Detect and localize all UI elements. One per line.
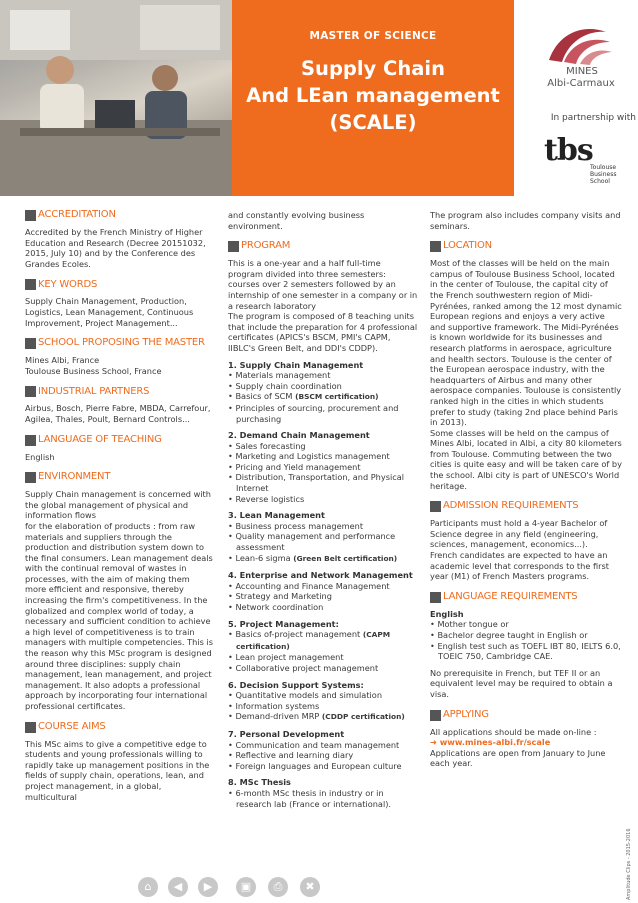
section-heading — [430, 592, 622, 603]
paragraph: and constantly evolving business environment. — [228, 210, 365, 231]
list-item-text: Pricing and Yield management — [235, 461, 361, 472]
paragraph: The program is composed of 8 teaching units that include the preparation for 4 professional certificates (APICS's BSCM, PMI's CAPM, IIBLC's Green Belt, and DDI's CDDP). — [228, 311, 418, 353]
square-bullet-icon — [228, 241, 239, 252]
section-intro — [228, 210, 418, 231]
list-item — [228, 711, 418, 723]
list-item: • Bachelor degree taught in English or — [430, 630, 622, 641]
list-item — [228, 701, 418, 712]
list-item-text: Quantitative models and simulation — [235, 690, 383, 701]
list-item: • English test such as TOEFL IBT 80, IELTS 6.0, TOEIC 750, Cambridge CAE. — [430, 641, 622, 662]
section-language — [25, 435, 213, 463]
list-item-text: Materials management — [235, 370, 331, 381]
paragraph: Toulouse Business School, France — [25, 365, 162, 376]
paragraph: Some classes will be held on the campus of Mines Albi, located in Albi, a city 80 kilometers from Toulouse. Commuting between the two cities is quite easy and will be taken care of by the school. Albi city is part of UNESCO's World heritage. — [430, 427, 622, 491]
unit-title: 1. Supply Chain Management — [228, 359, 364, 370]
list-item-text: Lean project management — [235, 652, 344, 663]
tbs-logo: tbs — [544, 133, 593, 168]
heading-text: PROGRAM — [241, 240, 291, 252]
heading-text: APPLYING — [443, 708, 489, 720]
list-item-text: Network coordination — [235, 602, 324, 612]
list-item — [228, 740, 418, 751]
square-bullet-icon — [25, 722, 36, 733]
list-item-text: Basics of-project management — [235, 629, 363, 640]
heading-text: COURSE AIMS — [38, 720, 106, 732]
certification-label: (Green Belt certification) — [293, 553, 398, 563]
list-item-text: Demand-driven MRP — [235, 711, 322, 722]
unit-title: 7. Personal Development — [228, 728, 345, 739]
square-bullet-icon — [430, 241, 441, 252]
list-item — [228, 553, 418, 565]
paragraph: Participants must hold a 4-year Bachelor of Science degree in any field (engineering, sciences, management, economics...). — [430, 518, 608, 550]
header — [0, 0, 638, 196]
list-item-text: Collaborative project management — [235, 662, 379, 673]
heading-text: SCHOOL PROPOSING THE MASTER — [38, 337, 205, 349]
list-item — [228, 663, 418, 674]
mines-logo-name: MINES — [566, 66, 598, 77]
title-banner — [232, 0, 514, 196]
list-item-text: Business process management — [235, 520, 364, 531]
square-bullet-icon — [25, 338, 36, 349]
certification-label: (CDDP certification) — [321, 712, 405, 722]
tbs-sub-line1: Toulouse — [590, 164, 617, 171]
list-item — [228, 472, 418, 493]
paragraph: English — [25, 451, 55, 462]
side-credit: Amplitude Clips - 2015-2016 — [626, 828, 632, 900]
list-item-text: Quality management and performance assessment — [235, 531, 396, 553]
section-language-requirements — [430, 592, 622, 700]
list-item — [228, 602, 418, 613]
teaching-units — [228, 360, 418, 810]
logos-panel — [514, 0, 638, 196]
square-bullet-icon — [430, 592, 441, 603]
square-bullet-icon — [25, 472, 36, 483]
program-title-line2: And LEan management — [246, 84, 500, 107]
heading-text: KEY WORDS — [38, 278, 98, 290]
heading-text: ADMISSION REQUIREMENTS — [443, 500, 579, 512]
list-item — [228, 391, 418, 403]
header-photo — [0, 0, 232, 196]
square-bullet-icon — [25, 279, 36, 290]
section-heading — [430, 501, 622, 512]
partnership-label: In partnership with — [550, 113, 636, 123]
list-item — [228, 761, 418, 772]
section-location — [430, 241, 622, 491]
list-item-text: Strategy and Marketing — [235, 591, 332, 602]
list-item — [228, 531, 418, 552]
section-heading — [25, 435, 213, 446]
section-partners — [25, 386, 213, 424]
unit-title: 8. MSc Thesis — [228, 777, 291, 788]
close-icon[interactable]: ✖ — [300, 877, 320, 897]
section-intro — [430, 210, 622, 231]
list-item — [228, 581, 418, 592]
tbs-sub-line2: Business School — [590, 171, 617, 185]
section-environment — [25, 472, 213, 711]
heading-text: LANGUAGE REQUIREMENTS — [443, 591, 578, 603]
program-kicker: MASTER OF SCIENCE — [309, 30, 437, 42]
square-bullet-icon — [25, 210, 36, 221]
list-item — [228, 381, 418, 392]
heading-text: LOCATION — [443, 240, 492, 252]
section-heading — [25, 722, 213, 733]
list-item-text: Lean-6 sigma — [235, 552, 294, 563]
paragraph: All applications should be made on-line : — [430, 726, 597, 737]
list-item — [228, 451, 418, 462]
square-bullet-icon — [25, 435, 36, 446]
column-2 — [228, 210, 418, 819]
list-item-text: Reflective and learning diary — [235, 750, 354, 761]
section-applying — [430, 710, 622, 769]
paragraph: No prerequisite in French, but TEF II or an equivalent level may be required to obtain a visa. — [430, 667, 613, 699]
list-item — [228, 690, 418, 701]
home-icon[interactable]: ⌂ — [138, 877, 158, 897]
tbs-logo-sub — [590, 164, 638, 185]
list-item — [228, 462, 418, 473]
list-item-text: Principles of sourcing, procurement and purchasing — [235, 402, 399, 424]
section-heading — [25, 210, 213, 221]
section-heading — [25, 279, 213, 290]
section-keywords — [25, 279, 213, 328]
paragraph: Mines Albi, France — [25, 355, 100, 366]
list-item — [228, 750, 418, 761]
unit-title: 5. Project Management: — [228, 618, 339, 629]
list-item — [228, 494, 418, 505]
paragraph: The program also includes company visits and seminars. — [430, 210, 621, 231]
list-item-text: Information systems — [235, 700, 320, 711]
section-heading — [228, 241, 418, 252]
unit-title: 6. Decision Support Systems: — [228, 679, 364, 690]
program-title-line1: Supply Chain — [301, 57, 445, 80]
section-heading — [430, 241, 622, 252]
list-item — [228, 370, 418, 381]
list-item-text: Foreign languages and European culture — [235, 760, 402, 771]
list-item — [228, 403, 418, 424]
column-3 — [430, 210, 622, 779]
mines-albi-logo-icon — [544, 22, 614, 66]
section-accreditation — [25, 210, 213, 269]
column-1 — [25, 210, 213, 812]
application-link[interactable]: ➜ www.mines-albi.fr/scale — [430, 737, 551, 748]
square-bullet-icon — [430, 710, 441, 721]
subheading: English — [430, 608, 464, 619]
list-item-text: Basics of SCM — [235, 391, 296, 402]
previous-page-icon[interactable]: ◀ — [168, 877, 188, 897]
heading-text: ACCREDITATION — [38, 209, 116, 221]
list-item-text: Supply chain coordination — [235, 380, 342, 391]
list-item — [228, 591, 418, 602]
paragraph: Supply Chain Management, Production, Logistics, Lean Management, Continuous Improvement, Project Management... — [25, 296, 194, 328]
section-program — [228, 241, 418, 809]
square-bullet-icon — [25, 386, 36, 397]
list-item-text: Distribution, Transportation, and Physical Internet — [235, 472, 405, 494]
list-item — [228, 441, 418, 452]
paragraph: French candidates are expected to have an academic level that corresponds to the first year (M1) of French Masters programs. — [430, 550, 609, 582]
save-icon[interactable]: ▣ — [236, 877, 256, 897]
list-item-text: Communication and team management — [235, 739, 400, 750]
print-icon[interactable]: ⎙ — [268, 877, 288, 897]
classroom-photo-illustration — [0, 0, 232, 196]
square-bullet-icon — [430, 501, 441, 512]
paragraph: Accredited by the French Ministry of Higher Education and Research (Decree 20151032, 2015, July 10) and by the Conference des Grandes Ecoles. — [25, 227, 206, 269]
certification-label: (BSCM certification) — [295, 392, 379, 402]
section-heading — [25, 338, 213, 349]
list-item-text: 6-month MSc thesis in industry or in research lab (France or international). — [235, 787, 392, 809]
section-heading — [25, 386, 213, 397]
list-item — [228, 652, 418, 663]
program-title-line3: (SCALE) — [329, 111, 417, 134]
paragraph: Airbus, Bosch, Pierre Fabre, MBDA, Carrefour, Agilea, Thales, Poult, Bernard Controls... — [25, 403, 211, 424]
section-school — [25, 338, 213, 376]
paragraph: for the elaboration of products : from raw materials and suppliers through the production and distribution system down to the final consumers. Lean management deals with the continual removal of wastes in processes, with the aim of making them more efficient and responsive, thereby increasing the firm's competitiveness. In the globalized and complex world of today, a necessary and sufficient condition to achieve a high level of competitiveness is to train managers with multiple competencies. This is the reason why this MSc program is designed around three disciplines: supply chain management, lean management, and project management. It also adopts a professional approach by incorporating four international professional certificates. — [25, 520, 213, 711]
unit-title: 3. Lean Management — [228, 510, 325, 521]
next-page-icon[interactable]: ▶ — [198, 877, 218, 897]
paragraph: This is a one-year and a half full-time program divided into three semesters: courses over 2 semesters followed by an internship of one semester in a company or in a research laboratory — [228, 258, 418, 311]
paragraph: Most of the classes will be held on the main campus of Toulouse Business School, located in the center of Toulouse, the capital city of the French southwestern region of Midi-Pyrénées, ranked among the 12 most dynamic European regions and enjoys a very active and supportive framework. The Midi-Pyrénées is known worldwide for its businesses and research platforms in aerospace, agriculture and health sectors. Toulouse is the center of the European aerospace industry, with the headquarters of Airbus and many other aerospace companies. Toulouse is consistently ranked high in the cities in which students prefer to study (taking 2nd place behind Paris in 2013). — [430, 258, 622, 428]
list-item — [228, 788, 418, 809]
paragraph: This MSc aims to give a competitive edge to students and young professionals willing to rapidly take up management positions in the fields of supply chain, operations, lean, and project management, in a global, multicultural — [25, 738, 210, 802]
section-heading — [25, 472, 213, 483]
list-item-text: Sales forecasting — [235, 440, 306, 451]
list-item-text: Marketing and Logistics management — [235, 451, 390, 462]
section-course-aims — [25, 722, 213, 803]
heading-text: ENVIRONMENT — [38, 471, 111, 483]
paragraph: Applications are open from January to June each year. — [430, 747, 606, 769]
bottom-navigation — [0, 877, 638, 903]
heading-text: INDUSTRIAL PARTNERS — [38, 385, 150, 397]
paragraph: Supply Chain management is concerned with the global management of physical and information flows — [25, 489, 211, 521]
mines-logo-sub: Albi-Carmaux — [547, 78, 615, 89]
heading-text: LANGUAGE OF TEACHING — [38, 433, 162, 445]
section-admission — [430, 501, 622, 582]
section-heading — [430, 710, 622, 721]
list-item — [228, 521, 418, 532]
list-item-text: Accounting and Finance Management — [235, 580, 390, 591]
unit-title: 2. Demand Chain Management — [228, 430, 370, 441]
certification-label: (CAPM certification) — [236, 630, 391, 651]
list-item — [228, 629, 418, 652]
list-item-text: Reverse logistics — [235, 493, 305, 504]
unit-title: 4. Enterprise and Network Management — [228, 570, 413, 581]
list-item: • Mother tongue or — [430, 619, 622, 630]
